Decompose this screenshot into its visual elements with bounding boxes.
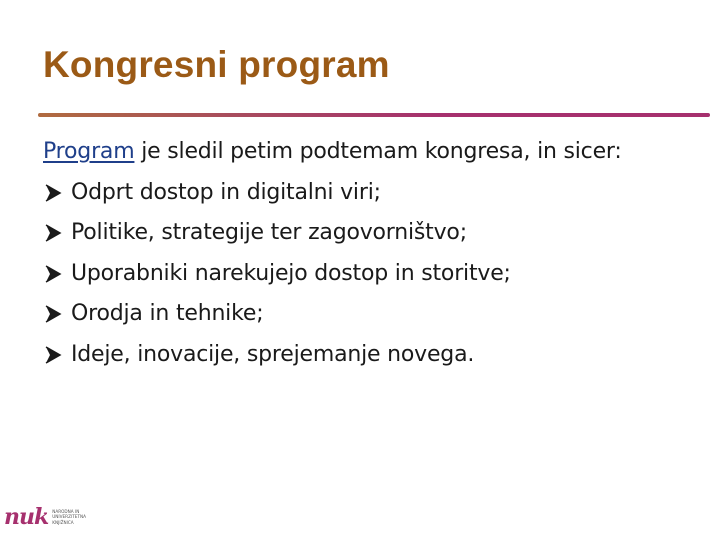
arrow-bullet-icon	[43, 263, 65, 285]
intro-text: je sledil petim podtemam kongresa, in sicer:	[134, 139, 622, 164]
arrow-bullet-icon	[43, 182, 65, 204]
title-divider	[38, 113, 710, 117]
logo-line: KNJIŽNICA	[52, 519, 74, 525]
logo-text	[52, 509, 88, 525]
logo-line: UNIVERZITETNA	[52, 514, 86, 520]
bullet-text: Uporabniki narekujejo dostop in storitve;	[71, 260, 511, 286]
bullet-text: Orodja in tehnike;	[71, 301, 264, 326]
nuk-logo-icon	[4, 496, 96, 538]
arrow-bullet-icon	[43, 222, 65, 244]
arrow-bullet-icon	[43, 344, 65, 366]
logo-line: NARODNA IN	[52, 509, 80, 515]
list-item	[43, 335, 703, 376]
list-item	[43, 173, 703, 214]
bullet-text: Politike, strategije ter zagovorništvo;	[71, 220, 467, 245]
logo-mark: nuk	[4, 504, 49, 530]
bullet-list	[43, 173, 703, 376]
program-link[interactable]: Program	[43, 139, 135, 164]
slide-content	[43, 132, 703, 375]
list-item	[43, 294, 703, 335]
slide-title: Kongresni program	[43, 44, 390, 85]
bullet-text: Ideje, inovacije, sprejemanje novega.	[71, 341, 475, 367]
intro-line	[43, 132, 703, 173]
list-item	[43, 254, 703, 295]
arrow-bullet-icon	[43, 303, 65, 325]
list-item	[43, 213, 703, 254]
bullet-text: Odprt dostop in digitalni viri;	[71, 179, 381, 205]
